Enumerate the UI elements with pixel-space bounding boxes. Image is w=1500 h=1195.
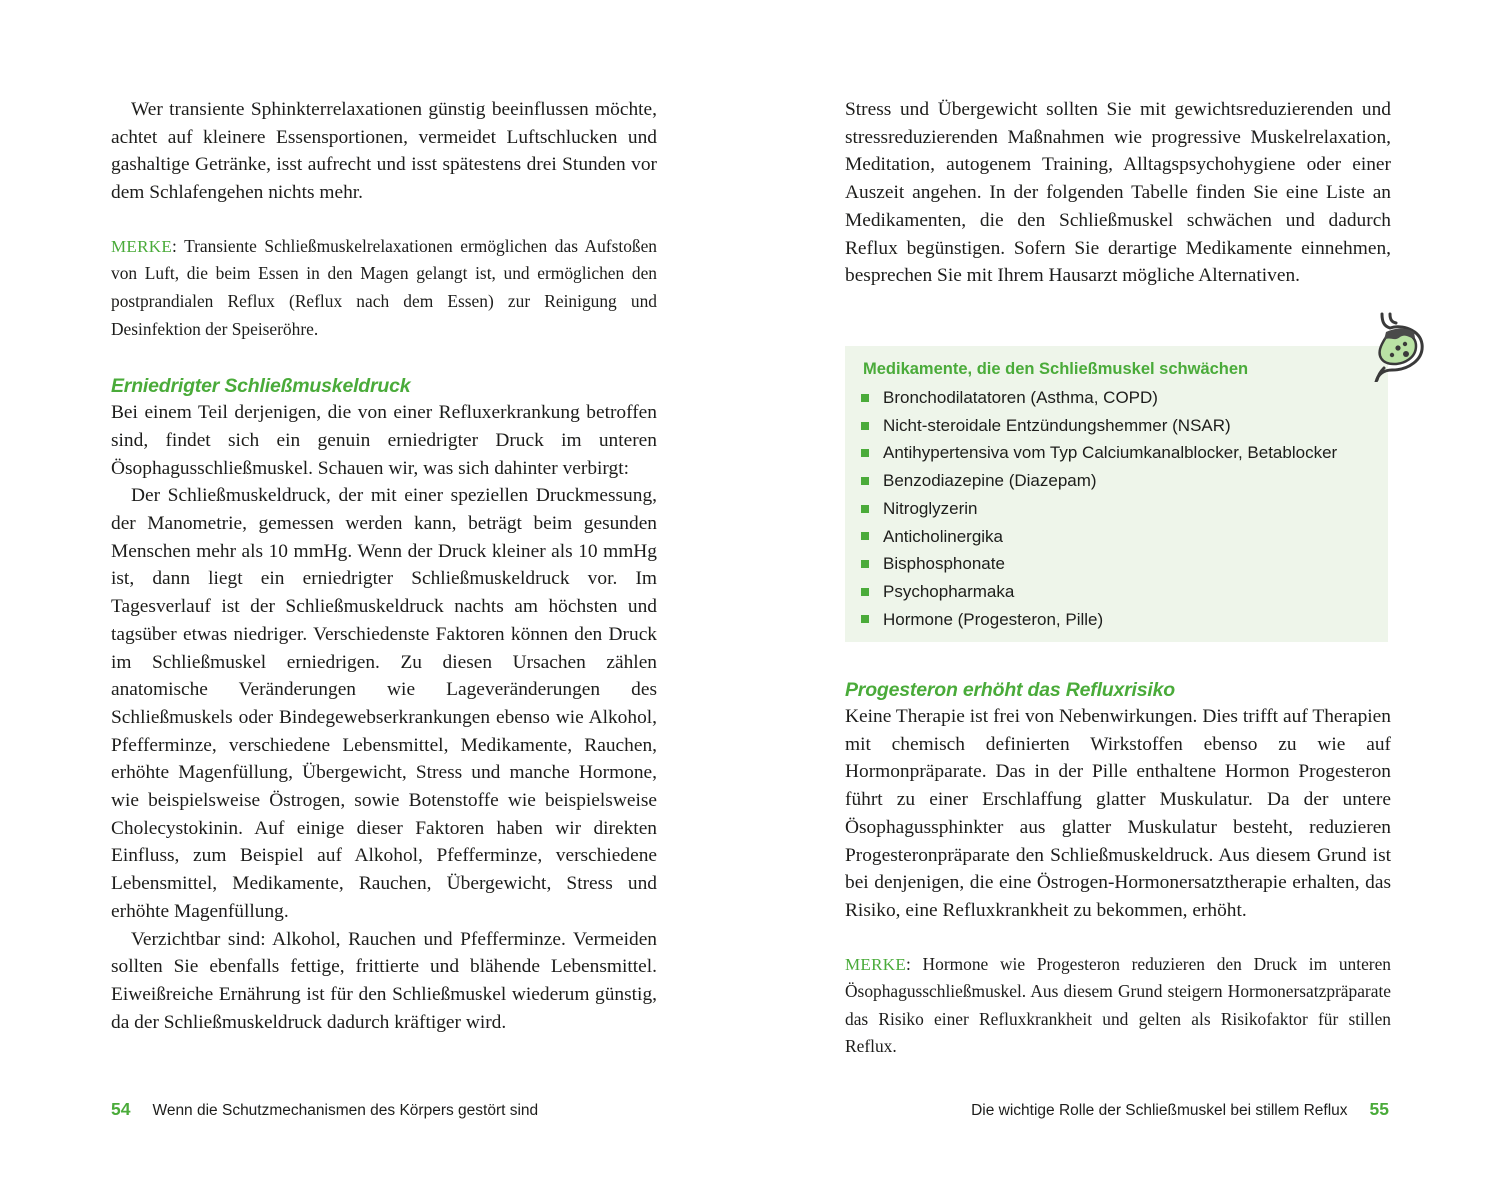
square-bullet-icon [861,449,869,457]
left-page-footer [111,1097,538,1123]
square-bullet-icon [861,477,869,485]
list-item: Nitroglyzerin [861,495,1337,523]
section-heading-progesteron: Progesteron erhöht das Refluxrisiko [845,679,1175,701]
square-bullet-icon [861,422,869,430]
right-text-column-top [845,96,1391,290]
list-item: Bisphosphonate [861,550,1337,578]
merke-label: MERKE [111,236,172,256]
stomach-icon [1362,312,1428,382]
merke-text: : Transiente Schließmuskelrelaxationen ermöglichen das Aufstoßen von Luft, die beim Essen in den Magen gelangt ist, und ermöglichen den postprandialen Reflux (Reflux nach dem Essen) zur Reinigung und Desinfektion der Speiseröhre. [111,235,657,339]
right-page-footer [971,1097,1389,1123]
list-item: Benzodiazepine (Diazepam) [861,467,1337,495]
square-bullet-icon [861,560,869,568]
page-number: 55 [1369,1099,1389,1119]
left-paragraph-1: Wer transiente Sphinkterrelaxationen günstig beeinflussen möchte, achtet auf kleinere Essensportionen, vermeidet Luftschlucken und gashaltige Getränke, isst aufrecht und isst spätestens drei Stunden vor dem Schlafengehen nichts mehr. [111,99,657,204]
running-title: Wenn die Schutzmechanismen des Körpers gestört sind [152,1102,539,1119]
right-paragraph-2: Keine Therapie ist frei von Nebenwirkungen. Dies trifft auf Therapien mit chemisch definierten Wirkstoffen ebenso zu wie auf Hormonpräparate. Das in der Pille enthaltene Hormon Progesteron führt zu einer Erschlaffung glatter Muskulatur. Da der untere Ösophagussphinkter aus glatter Muskulatur besteht, reduzieren Progesteronpräparate den Schließmuskeldruck. Aus diesem Grund ist bei denjenigen, die eine Östrogen-Hormonersatztherapie erhalten, das Risiko, eine Refluxkrankheit zu bekommen, erhöht. [845,706,1391,921]
list-item: Bronchodilatatoren (Asthma, COPD) [861,384,1337,412]
square-bullet-icon [861,615,869,623]
left-merke-note [111,233,657,343]
info-box-title: Medikamente, die den Schließmuskel schwächen [863,360,1249,378]
merke-label: MERKE [845,954,906,974]
list-item: Anticholinergika [861,523,1337,551]
left-text-column [111,96,657,1036]
running-title: Die wichtige Rolle der Schließmuskel bei stillem Reflux [971,1102,1348,1119]
right-merke-note [845,951,1391,1061]
merke-text: : Hormone wie Progesteron reduzieren den Druck im unteren Ösophagusschließmuskel. Aus diesem Grund steigern Hormonersatzpräparate das Risiko einer Refluxkrankheit und gelten als Risikofaktor für stillen Reflux. [845,953,1391,1057]
list-item: Hormone (Progesteron, Pille) [861,606,1337,634]
square-bullet-icon [861,394,869,402]
right-page [750,0,1500,1195]
list-item: Nicht-steroidale Entzündungshemmer (NSAR) [861,412,1337,440]
medication-list [861,384,1337,633]
left-paragraph-2: Bei einem Teil derjenigen, die von einer Refluxerkrankung betroffen sind, findet sich ein genuin erniedrigter Druck im unteren Ösophagusschließmuskel. Schauen wir, was sich dahinter verbirgt: [111,402,657,479]
list-item: Antihypertensiva vom Typ Calciumkanalblocker, Betablocker [861,439,1337,467]
page-number: 54 [111,1099,131,1119]
left-paragraph-3: Der Schließmuskeldruck, der mit einer speziellen Druckmessung, der Manometrie, gemessen werden kann, beträgt beim gesunden Menschen mehr als 10 mmHg. Wenn der Druck kleiner als 10 mmHg ist, dann liegt ein erniedrigter Schließmuskeldruck vor. Im Tagesverlauf ist der Schließmuskeldruck nachts am höchsten und tagsüber etwas niedriger. Verschiedenste Faktoren können den Druck im Schließmuskel erniedrigen. Zu diesen Ursachen zählen anatomische Veränderungen wie Lageveränderungen des Schließmuskels oder Bindegewebserkrankungen ebenso wie Alkohol, Pfefferminze, verschiedene Lebensmittel, Medikamente, Rauchen, erhöhte Magenfüllung, Übergewicht, Stress und manche Hormone, wie beispielsweise Östrogen, sowie Botenstoffe wie beispielsweise Cholecystokinin. Auf einige dieser Faktoren haben wir direkten Einfluss, zum Beispiel auf Alkohol, Pfefferminze, verschiedene Lebensmittel, Medikamente, Rauchen, Übergewicht, Stress und erhöhte Magenfüllung. [111,485,657,922]
right-paragraph-1: Stress und Übergewicht sollten Sie mit gewichtsreduzierenden und stressreduzierenden Maßnahmen wie progressive Muskelrelaxation, Meditation, autogenem Training, Alltagspsychohygiene oder einer Auszeit angehen. In der folgenden Tabelle finden Sie eine Liste an Medikamenten, die den Schließmuskel schwächen und dadurch Reflux begünstigen. Sofern Sie derartige Medikamente einnehmen, besprechen Sie mit Ihrem Hausarzt mögliche Alternativen. [845,99,1391,287]
medication-info-box [845,346,1388,642]
left-paragraph-4: Verzichtbar sind: Alkohol, Rauchen und Pfefferminze. Vermeiden sollten Sie ebenfalls fettige, frittierte und blähende Lebensmittel. Eiweißreiche Ernährung ist für den Schließmuskel wiederum günstig, da der Schließmuskeldruck dadurch kräftiger wird. [111,928,657,1033]
square-bullet-icon [861,505,869,513]
square-bullet-icon [861,532,869,540]
list-item: Psychopharmaka [861,578,1337,606]
right-text-column-bottom [845,677,1391,1061]
square-bullet-icon [861,588,869,596]
section-heading-erniedrigter-schliessmuskeldruck: Erniedrigter Schließmuskeldruck [111,375,411,398]
